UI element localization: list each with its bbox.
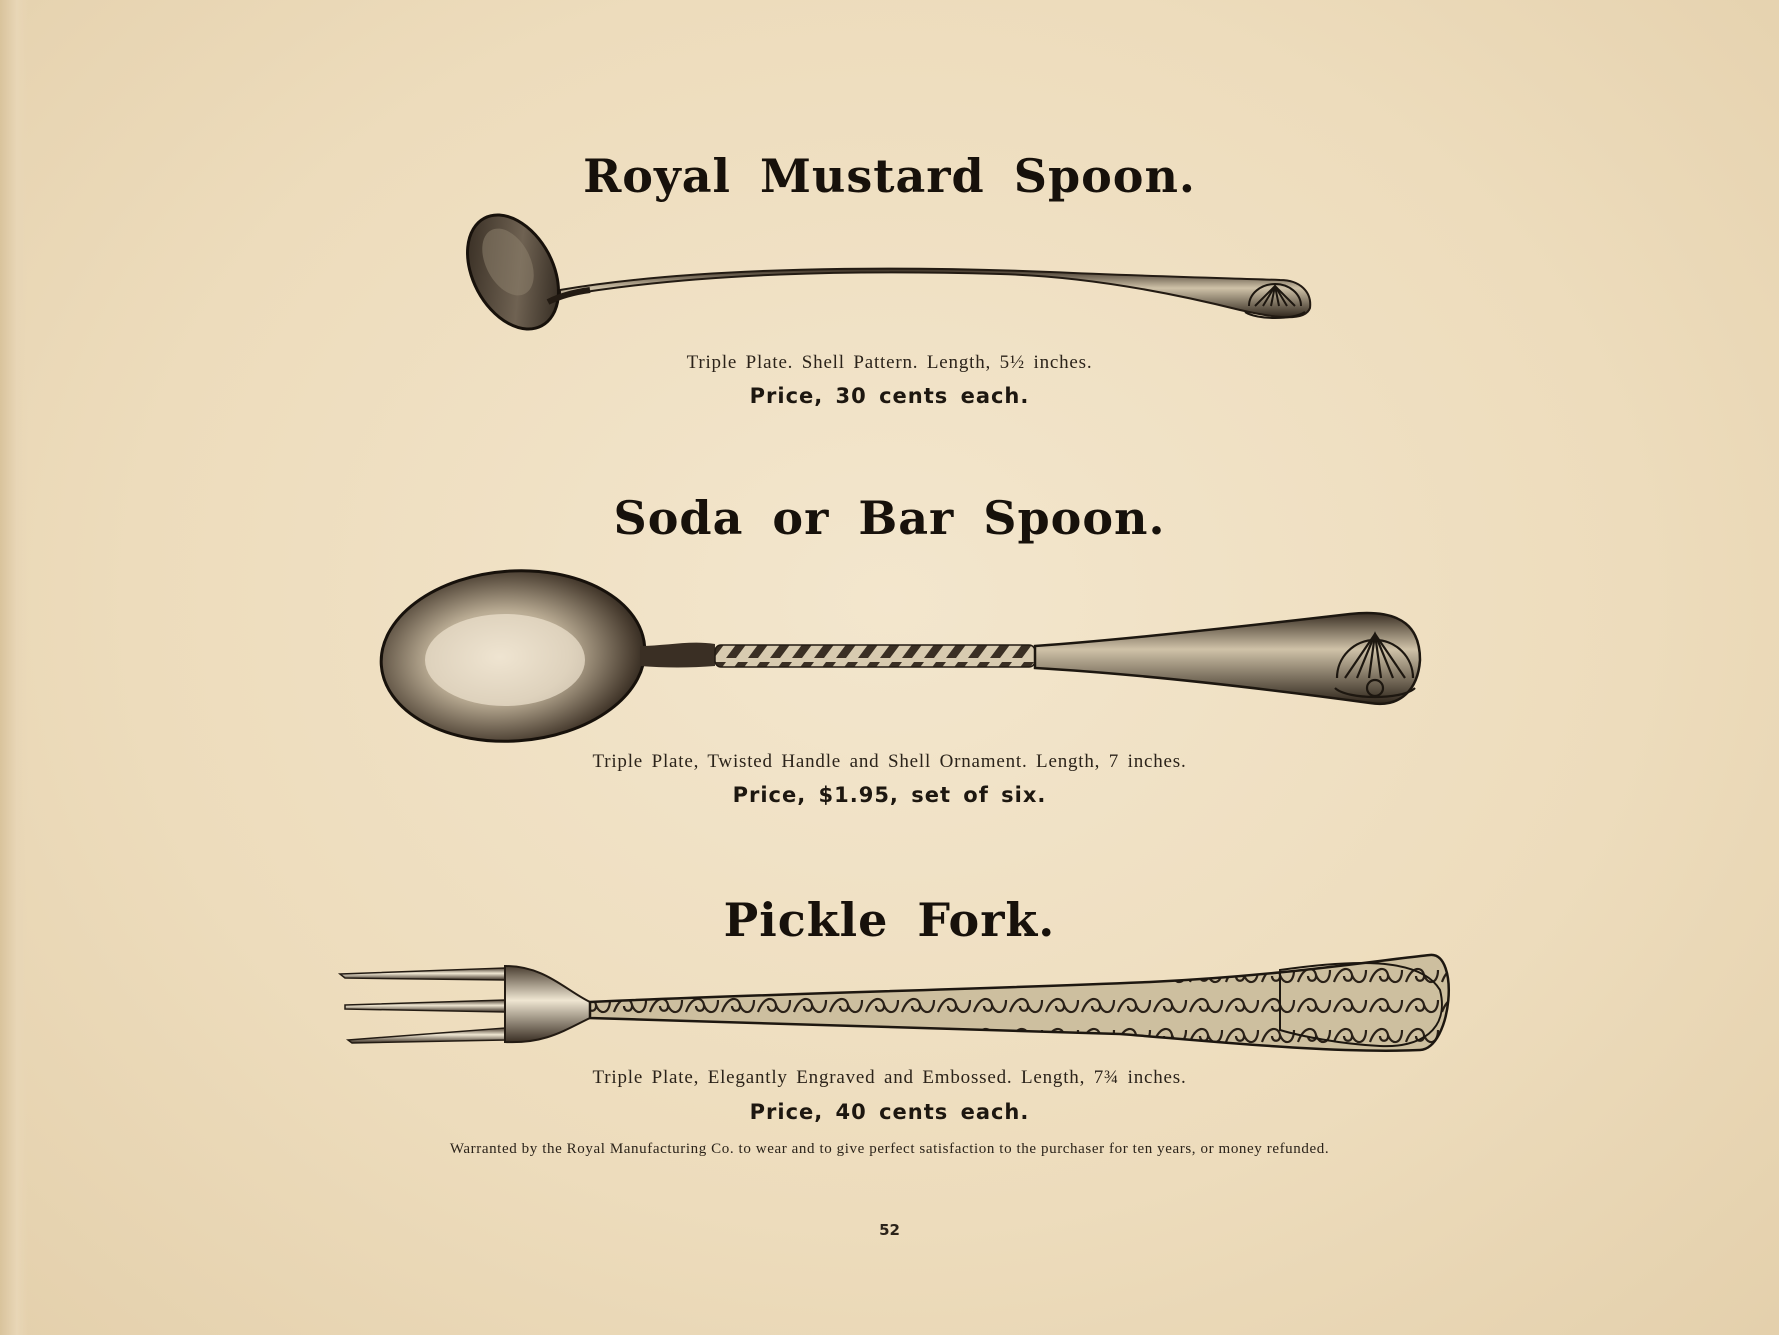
item-price: Price, $1.95, set of six. xyxy=(732,783,1047,807)
bar-spoon-image xyxy=(375,562,1420,750)
item-description: Triple Plate, Elegantly Engraved and Embossed. Length, 7¾ inches. xyxy=(592,1067,1187,1088)
item-title: Royal Mustard Spoon. xyxy=(583,149,1196,203)
item-description: Triple Plate, Twisted Handle and Shell Ornament. Length, 7 inches. xyxy=(592,751,1187,772)
item-title: Soda or Bar Spoon. xyxy=(613,491,1166,545)
item-price: Price, 40 cents each. xyxy=(749,1100,1030,1124)
item-description: Triple Plate. Shell Pattern. Length, 5½ inches. xyxy=(686,352,1093,373)
page-number: 52 xyxy=(879,1221,900,1239)
item-price: Price, 30 cents each. xyxy=(749,384,1030,408)
mustard-spoon-image xyxy=(449,199,1310,344)
warranty-note: Warranted by the Royal Manufacturing Co. to wear and to give perfect satisfaction to the purchaser for ten years, or money refunded. xyxy=(449,1141,1330,1157)
pickle-fork-image xyxy=(340,955,1449,1051)
item-title: Pickle Fork. xyxy=(723,893,1056,947)
